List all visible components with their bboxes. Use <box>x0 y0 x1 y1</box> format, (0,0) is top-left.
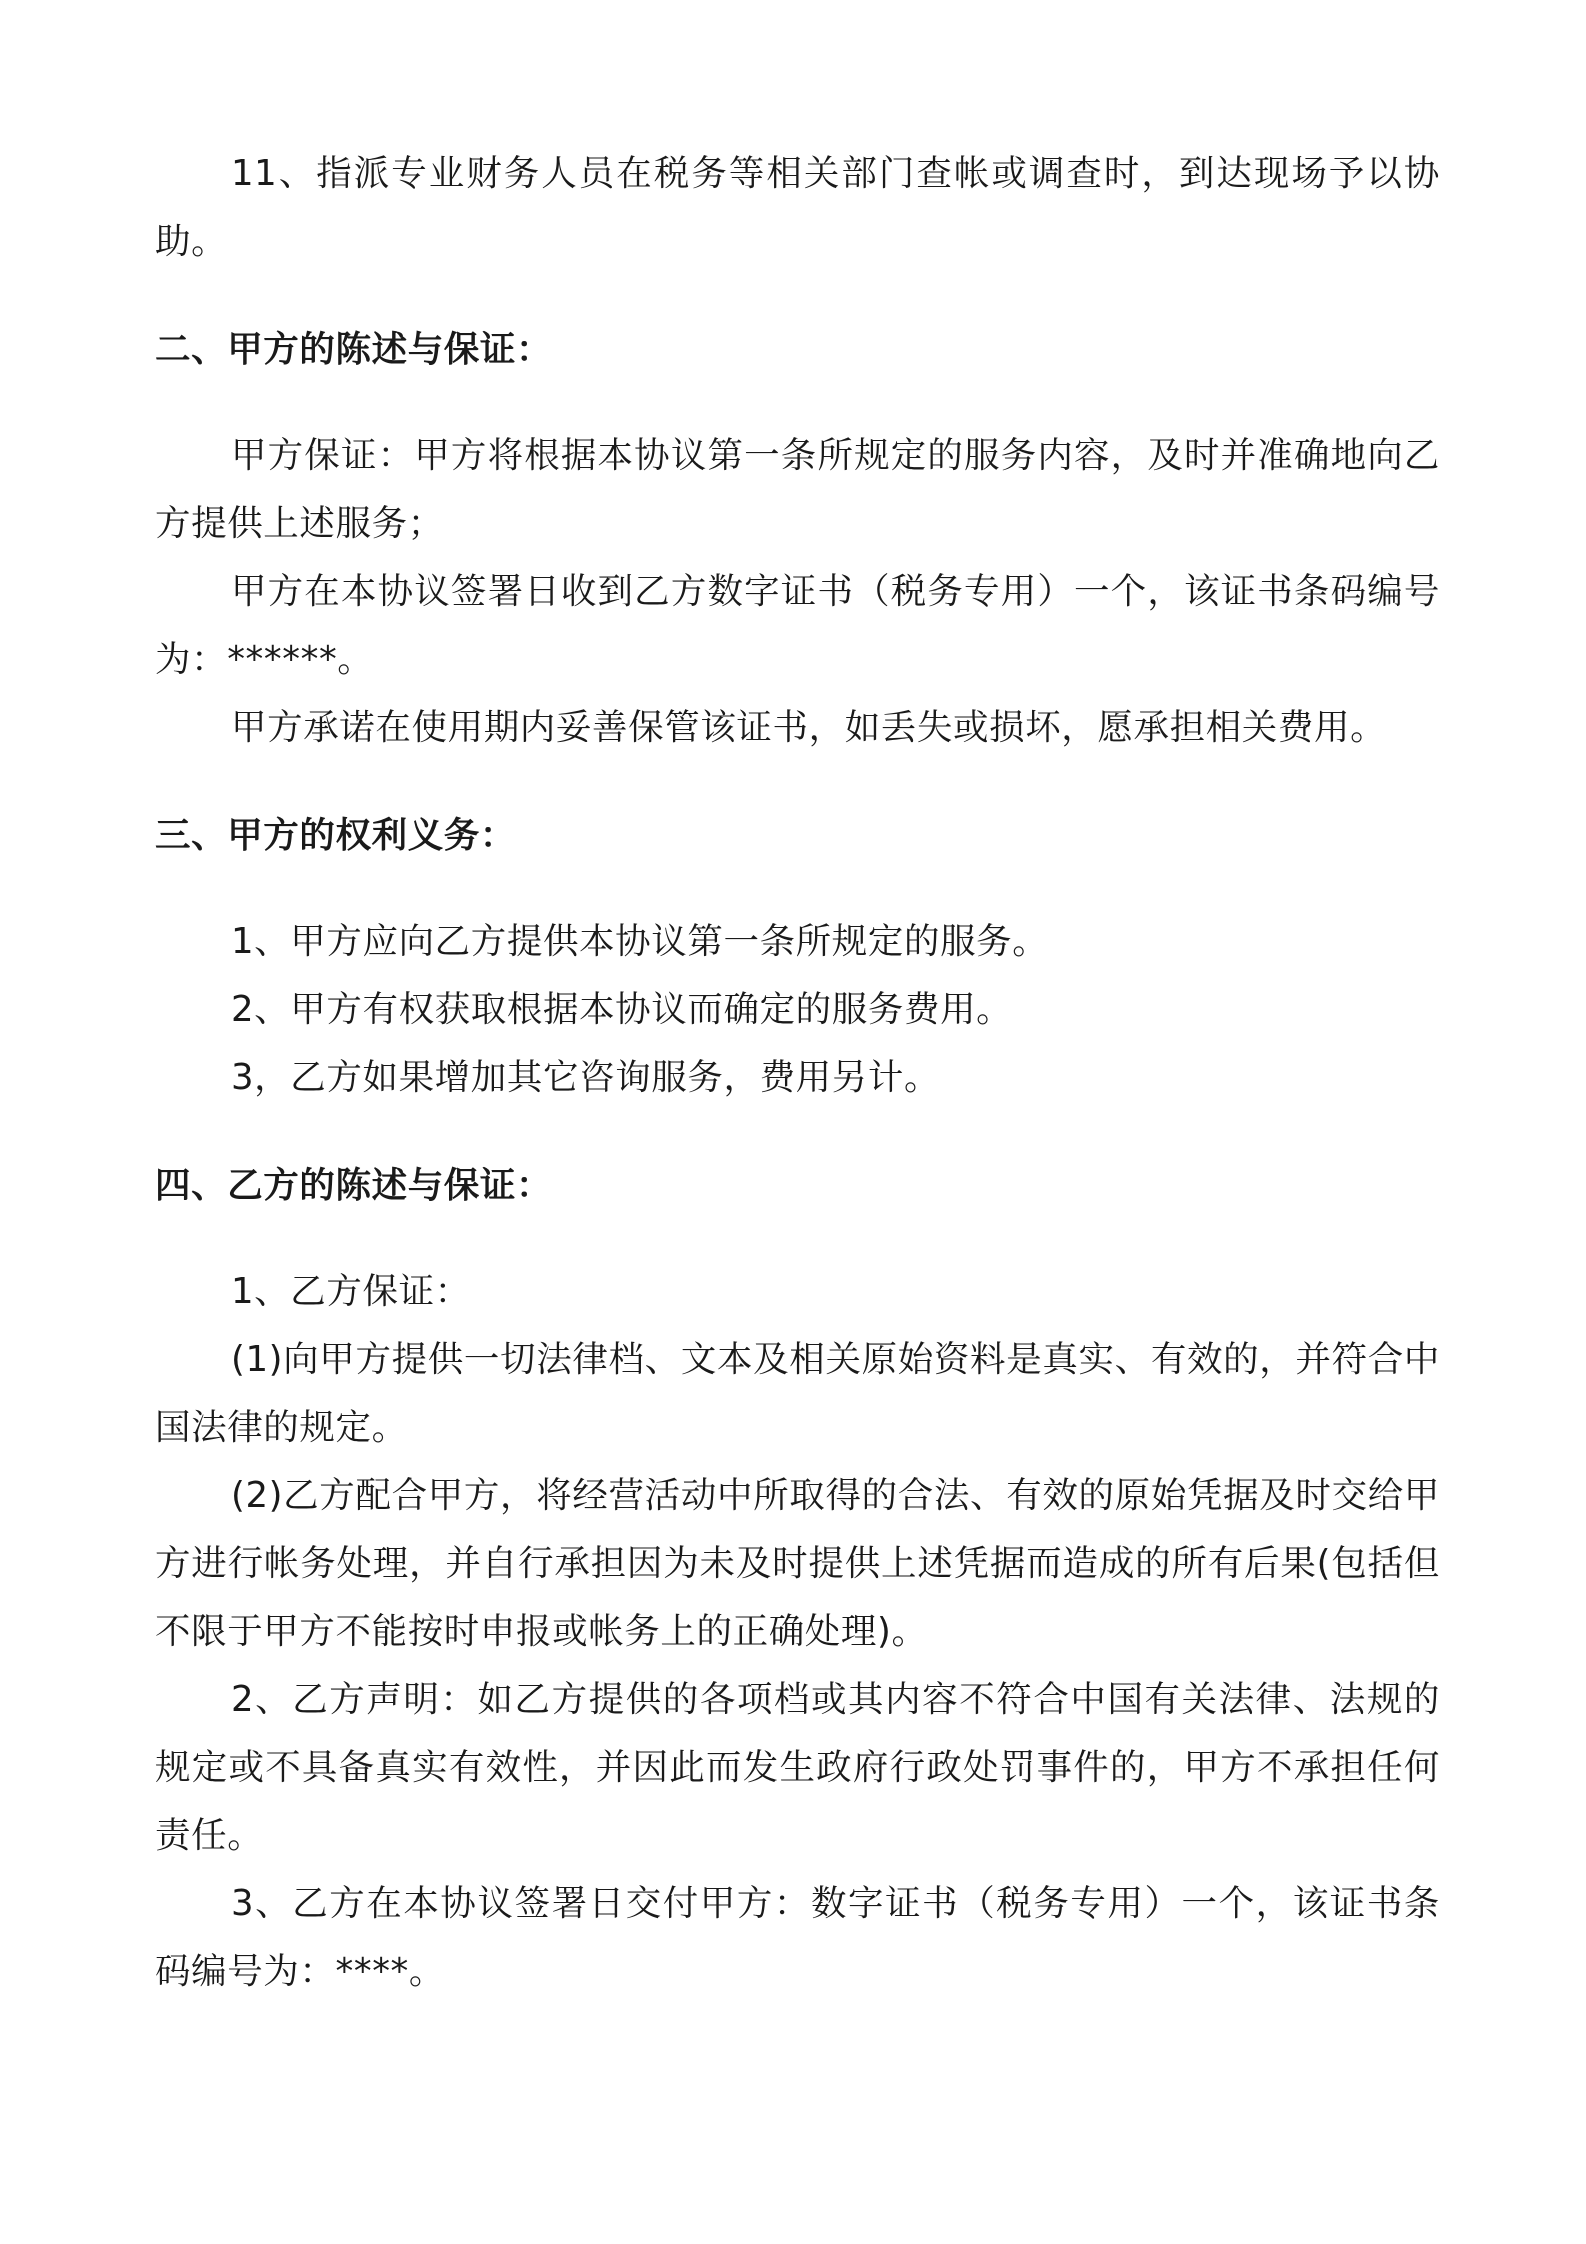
section-4-heading: 四、乙方的陈述与保证： <box>155 1165 553 1206</box>
section-4-paragraph-2: (1)向甲方提供一切法律档、文本及相关原始资料是真实、有效的，并符合中国法律的规定。 <box>155 1339 1440 1448</box>
spacer <box>155 276 1440 316</box>
section-2-heading: 二、甲方的陈述与保证： <box>155 329 553 370</box>
section-3-heading: 三、甲方的权利义务： <box>155 815 517 856</box>
clause-11: 11、指派专业财务人员在税务等相关部门查帐或调查时，到达现场予以协助。 <box>155 153 1440 262</box>
spacer <box>155 1220 1440 1258</box>
spacer <box>155 384 1440 422</box>
spacer <box>155 1112 1440 1152</box>
section-2-paragraph-2: 甲方在本协议签署日收到乙方数字证书（税务专用）一个，该证书条码编号为：******。 <box>155 571 1440 680</box>
section-4-paragraph-5: 3、乙方在本协议签署日交付甲方：数字证书（税务专用）一个，该证书条码编号为：****。 <box>155 1883 1440 1992</box>
section-4-paragraph-1: 1、乙方保证： <box>231 1271 471 1312</box>
spacer <box>155 870 1440 908</box>
section-3-item-2: 2、甲方有权获取根据本协议而确定的服务费用。 <box>231 989 1013 1030</box>
section-2-paragraph-3: 甲方承诺在使用期内妥善保管该证书，如丢失或损坏，愿承担相关费用。 <box>231 707 1387 748</box>
section-2-paragraph-1: 甲方保证：甲方将根据本协议第一条所规定的服务内容，及时并准确地向乙方提供上述服务； <box>155 435 1440 544</box>
section-3-item-1: 1、甲方应向乙方提供本协议第一条所规定的服务。 <box>231 921 1049 962</box>
spacer <box>155 762 1440 802</box>
section-4-paragraph-3: (2)乙方配合甲方，将经营活动中所取得的合法、有效的原始凭据及时交给甲方进行帐务处理，并自行承担因为未及时提供上述凭据而造成的所有后果(包括但不限于甲方不能按时申报或帐务上的正确处理)。 <box>155 1475 1440 1652</box>
section-4-paragraph-4: 2、乙方声明：如乙方提供的各项档或其内容不符合中国有关法律、法规的规定或不具备真实有效性，并因此而发生政府行政处罚事件的，甲方不承担任何责任。 <box>155 1679 1440 1856</box>
section-3-item-3: 3，乙方如果增加其它咨询服务，费用另计。 <box>231 1057 941 1098</box>
